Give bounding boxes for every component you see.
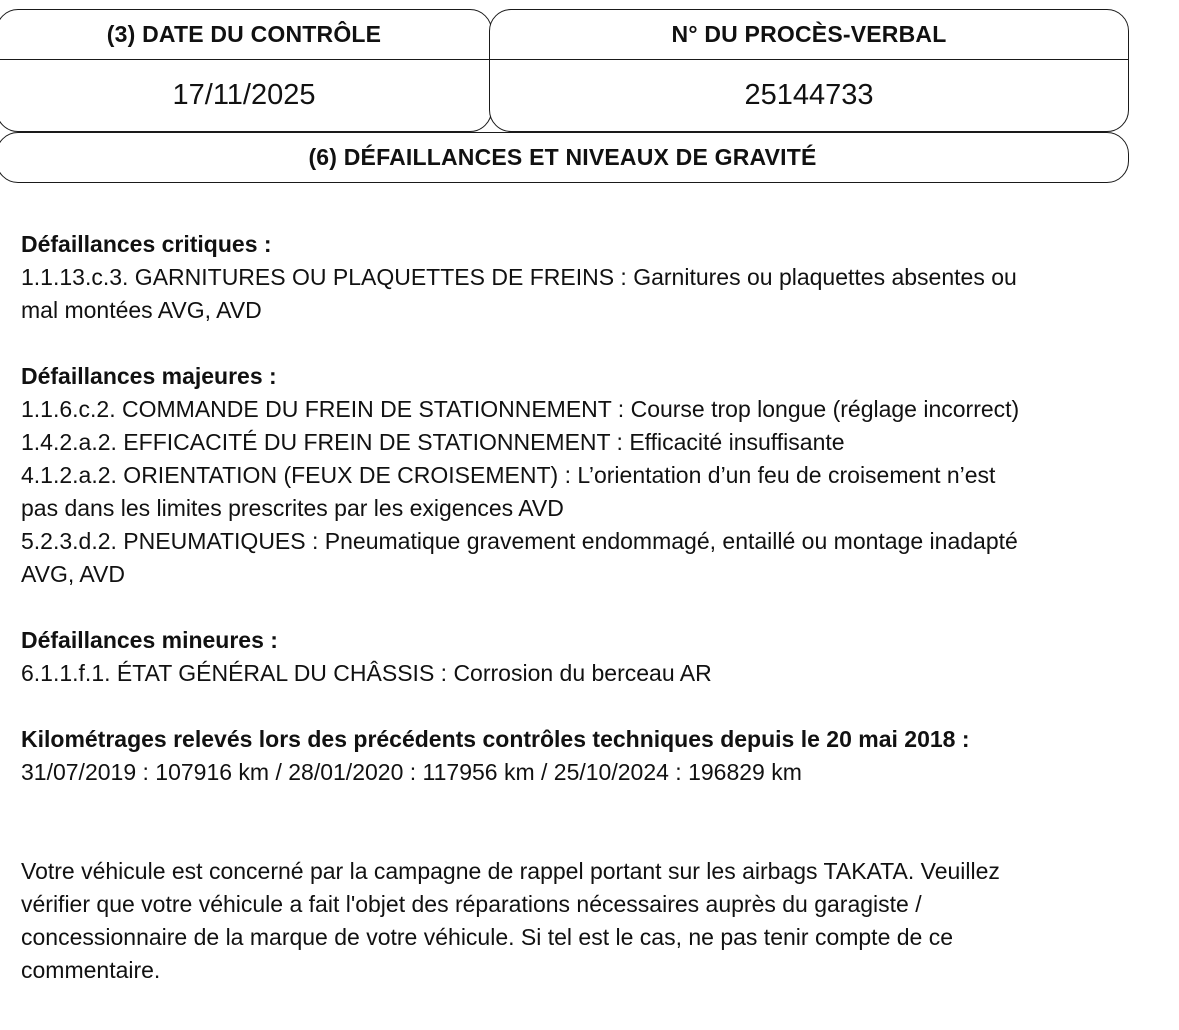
report-number-value: 25144733	[744, 79, 874, 111]
major-defect-item: 1.4.2.a.2. EFFICACITÉ DU FREIN DE STATIONNEMENT : Efficacité insuffisante	[21, 429, 845, 455]
mileage-heading: Kilométrages relevés lors des précédents contrôles techniques depuis le 20 mai 2018 :	[21, 726, 970, 752]
minor-defects	[21, 624, 1031, 690]
report-number-label: N° DU PROCÈS-VERBAL	[490, 10, 1128, 60]
critical-defects-heading: Défaillances critiques :	[21, 231, 272, 257]
critical-defect-item: 1.1.13.c.3. GARNITURES OU PLAQUETTES DE FREINS : Garnitures ou plaquettes absentes ou mal montées AVG, AVD	[21, 264, 1017, 323]
major-defects	[21, 360, 1031, 591]
mileage-history	[21, 723, 1031, 789]
major-defects-heading: Défaillances majeures :	[21, 363, 277, 389]
major-defect-item: 5.2.3.d.2. PNEUMATIQUES : Pneumatique gravement endommagé, entaillé ou montage inadapté AVG, AVD	[21, 528, 1018, 587]
spacer	[21, 789, 1031, 855]
report-number-box	[489, 9, 1129, 132]
mileage-values: 31/07/2019 : 107916 km / 28/01/2020 : 117956 km / 25/10/2024 : 196829 km	[21, 759, 802, 785]
critical-defects	[21, 228, 1031, 327]
recall-notice: Votre véhicule est concerné par la campagne de rappel portant sur les airbags TAKATA. Veuillez vérifier que votre véhicule a fait l'objet des réparations nécessaires auprès du garagiste / concessionnaire de la marque de votre véhicule. Si tel est le cas, ne pas tenir compte de ce commentaire.	[21, 858, 1000, 983]
control-date-label: (3) DATE DU CONTRÔLE	[0, 10, 491, 60]
defects-section-header	[0, 132, 1129, 183]
defects-section-title: (6) DÉFAILLANCES ET NIVEAUX DE GRAVITÉ	[308, 144, 817, 170]
control-date-box	[0, 9, 492, 132]
control-date-value: 17/11/2025	[172, 79, 316, 111]
defects-content	[21, 228, 1031, 987]
minor-defects-heading: Défaillances mineures :	[21, 627, 278, 653]
major-defect-item: 4.1.2.a.2. ORIENTATION (FEUX DE CROISEMENT) : L’orientation d’un feu de croisement n’est pas dans les limites prescrites par les exigences AVD	[21, 462, 996, 521]
minor-defect-item: 6.1.1.f.1. ÉTAT GÉNÉRAL DU CHÂSSIS : Corrosion du berceau AR	[21, 660, 712, 686]
major-defect-item: 1.1.6.c.2. COMMANDE DU FREIN DE STATIONNEMENT : Course trop longue (réglage incorrect)	[21, 396, 1020, 422]
